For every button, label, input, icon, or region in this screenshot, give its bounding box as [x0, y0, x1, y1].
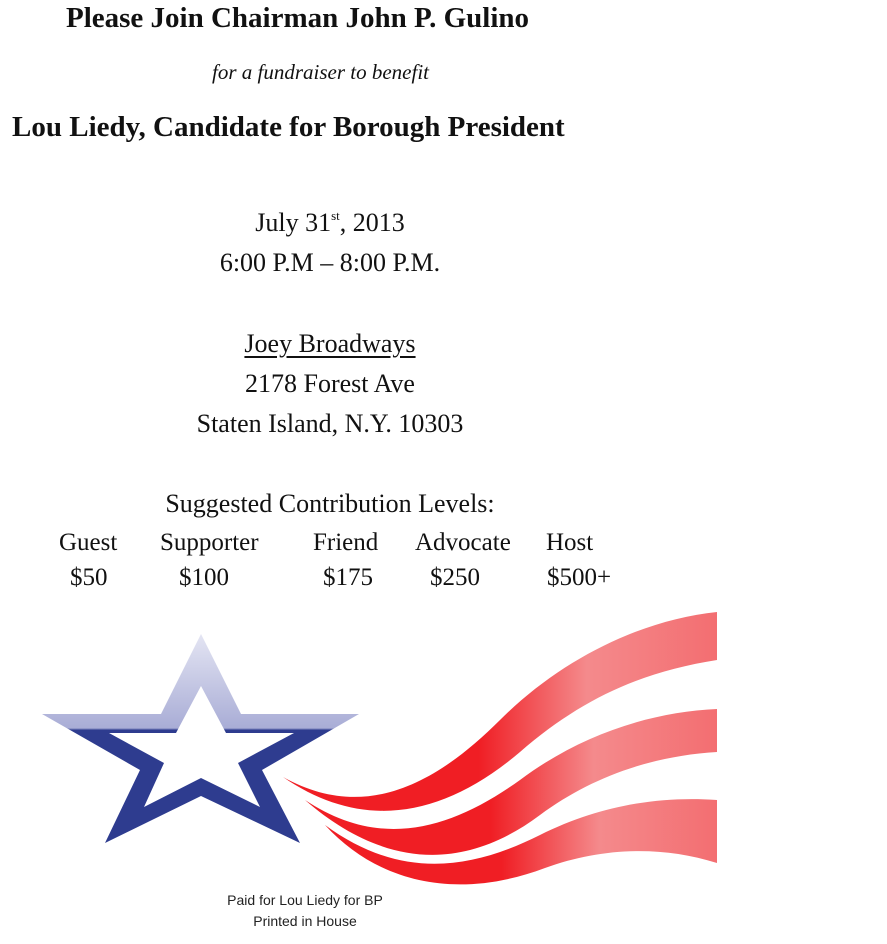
star-and-flag-graphic [0, 600, 740, 890]
venue-name: Joey Broadways [244, 329, 416, 358]
level-amount-host: $500+ [547, 564, 612, 591]
invitation-line-candidate: Lou Liedy, Candidate for Borough President [12, 111, 565, 143]
event-date-year: , 2013 [339, 208, 405, 237]
footer-paid-for: Paid for Lou Liedy for BP [227, 892, 383, 908]
level-name-friend: Friend [313, 529, 379, 556]
waving-flag-stripes-icon [283, 612, 717, 884]
invitation-line-chairman: Please Join Chairman John P. Gulino [66, 2, 530, 34]
event-time: 6:00 P.M – 8:00 P.M. [219, 248, 441, 277]
venue-city: Staten Island, N.Y. 10303 [196, 409, 464, 438]
event-date-suffix: st [331, 208, 340, 223]
contribution-heading: Suggested Contribution Levels: [165, 489, 495, 518]
venue-name-row [130, 329, 530, 359]
level-name-advocate: Advocate [415, 529, 511, 556]
level-amount-advocate: $250 [430, 564, 480, 591]
level-amount-friend: $175 [323, 564, 373, 591]
venue-street: 2178 Forest Ave [245, 369, 415, 398]
level-name-supporter: Supporter [160, 529, 259, 556]
event-date [130, 208, 530, 238]
event-date-month-day: July 31 [255, 208, 332, 237]
footer-printed: Printed in House [253, 913, 357, 929]
invitation-line-fundraiser: for a fundraiser to benefit [212, 60, 429, 84]
star-icon [42, 634, 359, 843]
level-amount-guest: $50 [70, 564, 108, 591]
level-name-host: Host [546, 529, 594, 556]
level-name-guest: Guest [59, 529, 118, 556]
level-amount-supporter: $100 [179, 564, 229, 591]
